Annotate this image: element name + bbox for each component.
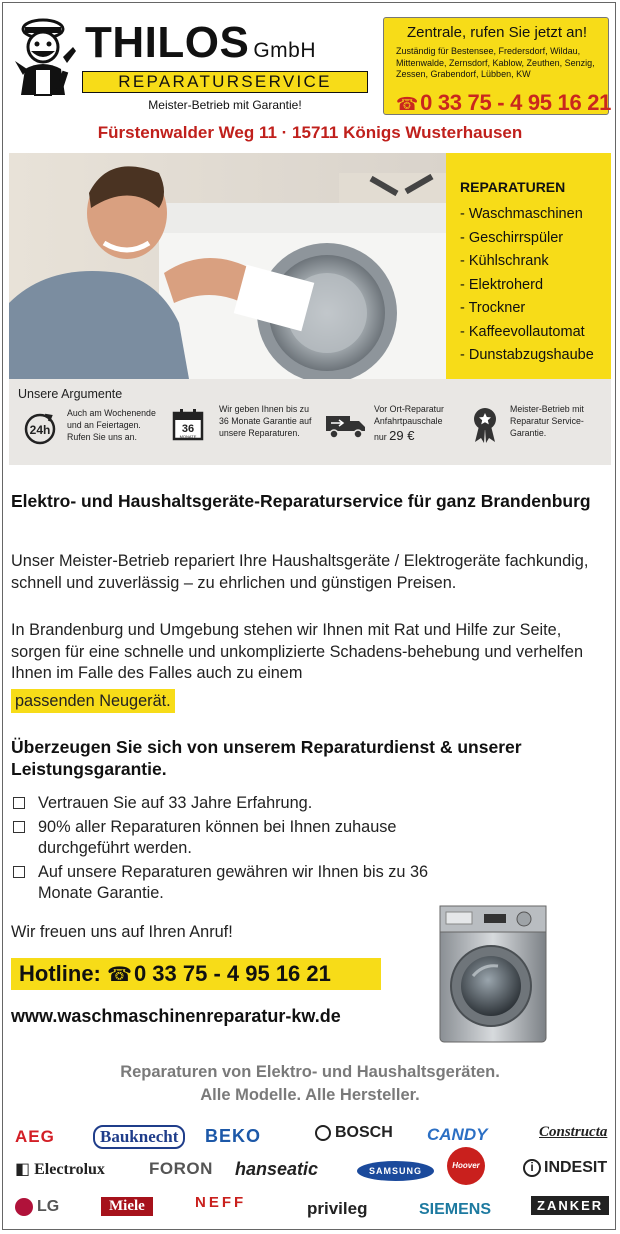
flyer [2, 2, 616, 1230]
brand-logo-foron: FORON [149, 1159, 213, 1178]
brand-logos [9, 1119, 611, 1229]
brand-logo-constructa: Constructa [539, 1124, 608, 1140]
brand-logo-candy: CANDY [427, 1125, 488, 1144]
calendar-icon [172, 407, 204, 441]
company-address: Fürstenwalder Weg 11 · 15711 Königs Wusterhausen [97, 123, 523, 142]
repairs-panel [446, 153, 611, 379]
argument-text: Auch am Wochenende und an Feiertagen. Rufen Sie uns an. [67, 408, 156, 442]
brand-logo-electrolux [15, 1159, 105, 1179]
call-headline: Zentrale, rufen Sie jetzt an! [406, 24, 588, 41]
call-box [383, 17, 612, 115]
guarantee-heading: Überzeugen Sie sich von unserem Reparaturdienst & unserer Leistungsgarantie. [11, 737, 522, 779]
checkbox-icon [13, 821, 25, 833]
brand-logo-aeg: AEG [15, 1127, 55, 1146]
lg-face-icon [15, 1198, 33, 1216]
telephone-icon: ☎ [396, 94, 419, 115]
brand-logo-bauknecht: Bauknecht [93, 1125, 185, 1149]
company-logo [85, 18, 317, 73]
intro-paragraph: Unser Meister-Betrieb repariert Ihre Haushaltsgeräte / Elektrogeräte fachkundig, schnell und zuverlässig – zu ehrlichen und günstigen Preisen. [11, 552, 589, 592]
company-claim: Meister-Betrieb mit Garantie! [148, 98, 302, 112]
repair-item: - Kühlschrank [460, 253, 549, 269]
telephone-icon: ☎ [107, 962, 132, 986]
checklist-item [11, 817, 471, 860]
brand-logo-hanseatic: hanseatic [235, 1159, 319, 1179]
repair-item: - Geschirrspüler [460, 229, 564, 246]
repairs-list [460, 203, 594, 368]
hotline-phone: 0 33 75 - 4 95 16 21 [133, 961, 331, 986]
indesit-symbol-icon: i [523, 1159, 541, 1177]
closing-line: Wir freuen uns auf Ihren Anruf! [11, 923, 233, 941]
calendar-icon-text: 36 [181, 423, 195, 435]
footer-line: Reparaturen von Elektro- und Haushaltsgeräten. [120, 1063, 500, 1081]
price-line [374, 430, 470, 443]
24h-icon [23, 412, 57, 446]
electrolux-symbol-icon: ◧ [15, 1159, 31, 1178]
arguments-strip [9, 379, 611, 465]
checklist-item-text: Auf unsere Reparaturen gewähren wir Ihnen bis zu 36 Monate Garantie. [38, 862, 429, 902]
brand-logo-lg-text: LG [37, 1198, 60, 1216]
brand-logo-samsung: SAMSUNG [357, 1161, 434, 1181]
argument-text [374, 403, 470, 443]
intro-paragraph-text: In Brandenburg und Umgebung stehen wir Ihnen mit Rat und Hilfe zur Seite, sorgen für eine schnelle und unkomplizierte Schadens-behebung und verhelfen Ihnen im Falle des Falles auch zu einem [11, 621, 584, 682]
highlight-new-device: passenden Neugerät. [11, 689, 175, 713]
truck-icon [325, 413, 367, 439]
checklist-item [11, 793, 471, 815]
brand-logo-zanker: ZANKER [531, 1196, 609, 1215]
guarantee-checklist [11, 793, 471, 907]
brand-logo-privileg: privileg [307, 1199, 368, 1218]
24h-icon-text: 24h [29, 423, 51, 437]
brand-logo-electrolux-text: Electrolux [34, 1161, 105, 1178]
brand-name: THILOS [85, 18, 250, 67]
brand-logo-bosch-text: BOSCH [335, 1124, 393, 1141]
brand-logo-miele: Miele [101, 1197, 153, 1216]
checklist-item-text: Vertrauen Sie auf 33 Jahre Erfahrung. [38, 794, 313, 812]
footer-line: Alle Modelle. Alle Hersteller. [200, 1086, 420, 1104]
repair-item: - Elektroherd [460, 276, 544, 293]
brand-logo-bosch [315, 1124, 393, 1142]
brand-logo-indesit-text: INDESIT [544, 1159, 608, 1177]
brand-logo-neff: NEFF [195, 1194, 247, 1211]
brand-logo-indesit [523, 1159, 607, 1177]
repair-item: - Kaffeevollautomat [460, 323, 585, 340]
brand-suffix: GmbH [253, 39, 317, 62]
calendar-icon-subtext: MONATE [179, 434, 197, 439]
price-prefix: nur [374, 432, 387, 442]
repair-item: - Dunstabzugshaube [460, 347, 594, 363]
service-tagline: REPARATURSERVICE [82, 71, 368, 93]
argument-text: Wir geben Ihnen bis zu 36 Monate Garantie auf unsere Reparaturen. [219, 404, 312, 438]
phone-number-link[interactable] [396, 90, 611, 116]
repairs-title: REPARATUREN [460, 179, 566, 195]
checklist-item [11, 862, 471, 905]
bosch-armature-icon [315, 1125, 331, 1141]
brand-logo-lg [15, 1198, 59, 1216]
intro-paragraph [11, 620, 611, 713]
hotline-banner[interactable] [11, 958, 381, 990]
website-link[interactable]: www.waschmaschinenreparatur-kw.de [11, 1006, 341, 1026]
checkbox-icon [13, 797, 25, 809]
phone-number: 0 33 75 - 4 95 16 21 [420, 90, 612, 115]
award-ribbon-icon [472, 406, 498, 444]
argument-text-line: Vor Ort-Reparatur Anfahrtpauschale [374, 404, 444, 426]
brand-logo-siemens: SIEMENS [419, 1201, 492, 1218]
hotline-label: Hotline: [19, 961, 101, 986]
washing-machine-image [428, 898, 558, 1048]
mechanic-mascot-icon [13, 17, 77, 97]
argument-text: Meister-Betrieb mit Reparatur Service-Garantie. [510, 404, 584, 438]
checkbox-icon [13, 866, 25, 878]
brand-logo-hoover: Hoover [447, 1147, 485, 1185]
price-value: 29 € [389, 428, 415, 443]
arguments-title: Unsere Argumente [18, 387, 123, 401]
service-areas: Zuständig für Bestensee, Fredersdorf, Wildau, Mittenwalde, Zernsdorf, Kablow, Zeuthen, Senzig, Zessen, Grabendorf, Lübben, KW [396, 46, 595, 79]
repair-item: - Waschmaschinen [460, 206, 583, 222]
hero-section [9, 153, 611, 379]
technician-washing-machine-photo [9, 153, 446, 379]
checklist-item-text: 90% aller Reparaturen können bei Ihnen zuhause durchgeführt werden. [38, 817, 397, 857]
repair-item: - Trockner [460, 300, 526, 316]
intro-heading: Elektro- und Haushaltsgeräte-Reparaturservice für ganz Brandenburg [11, 491, 591, 511]
brand-logo-beko: BEKO [205, 1126, 262, 1146]
